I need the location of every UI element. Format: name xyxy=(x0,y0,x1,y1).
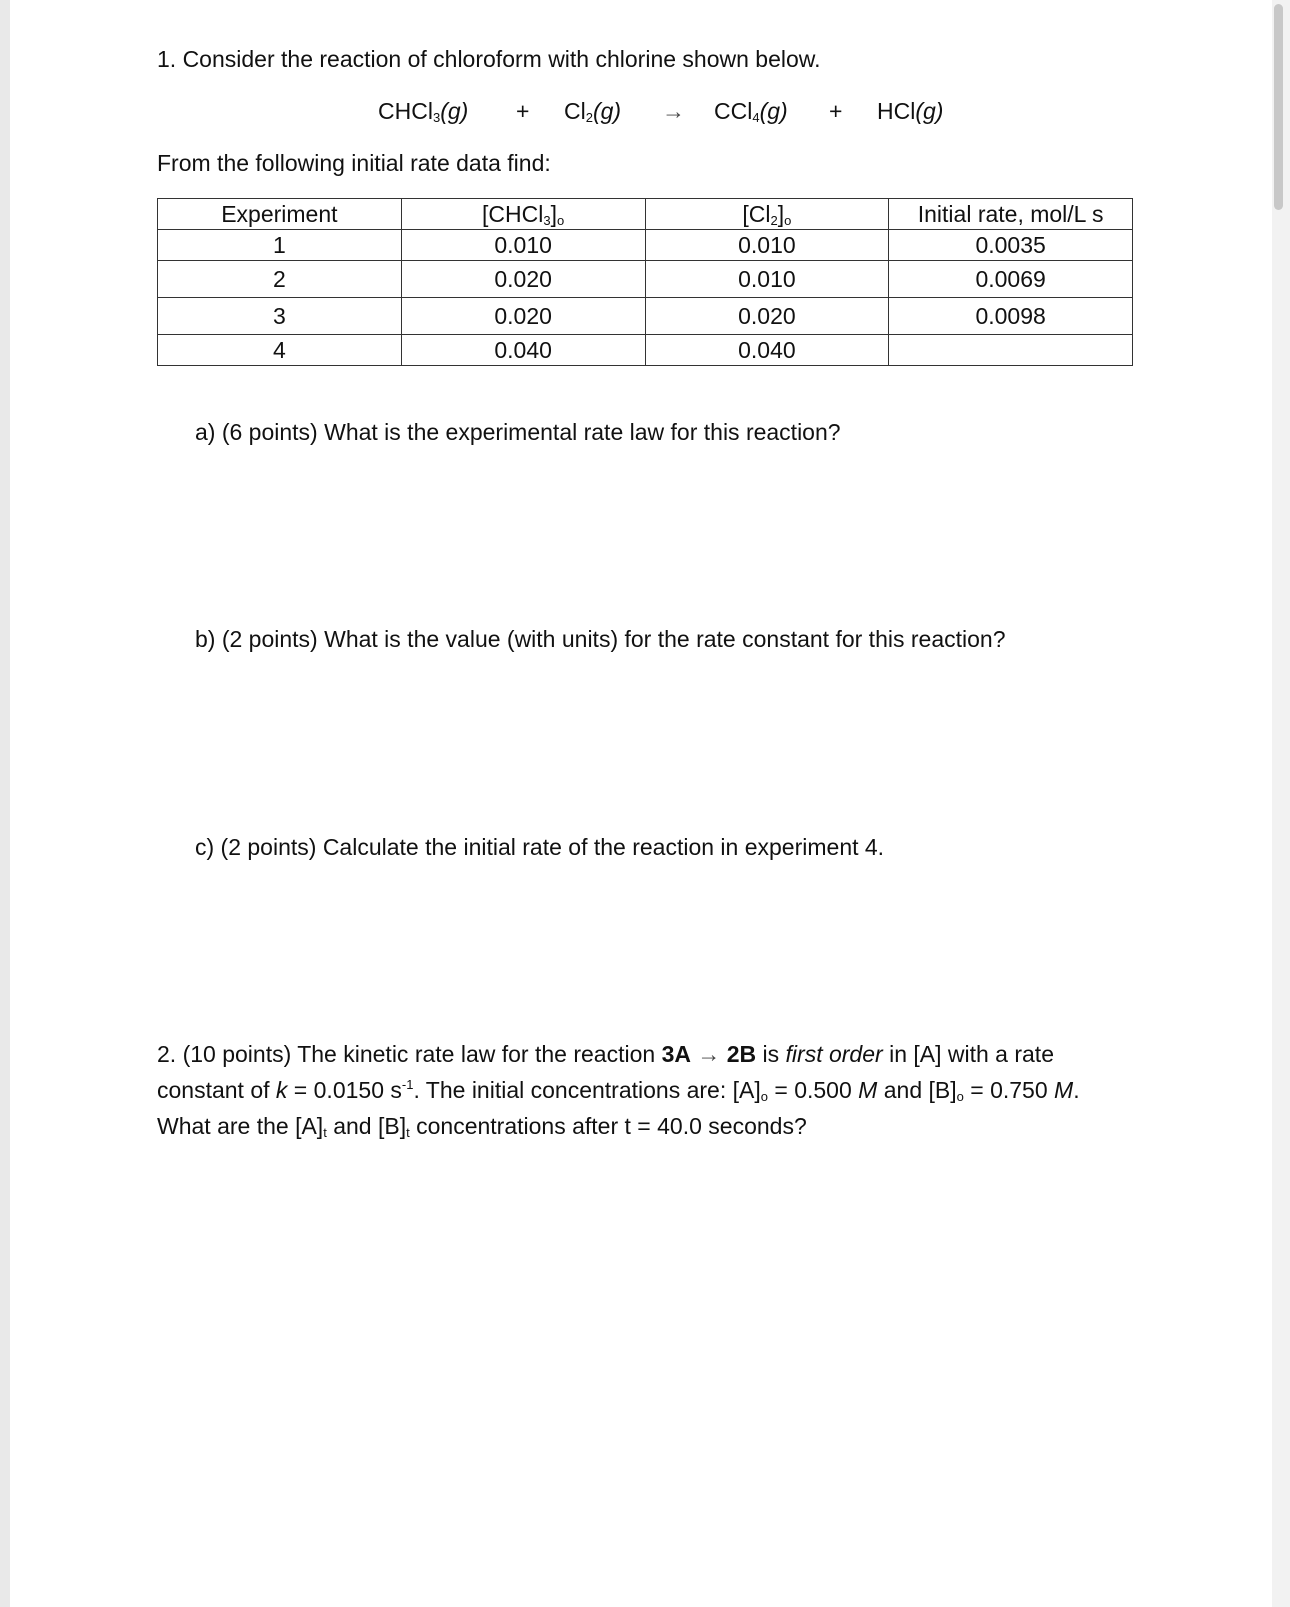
cell-chcl3: 0.010 xyxy=(401,230,645,261)
cell-experiment: 1 xyxy=(158,230,402,261)
cell-rate: 0.0069 xyxy=(889,261,1133,298)
header-cl2: $[Cl_2]_o$ xyxy=(645,199,889,230)
cell-cl2: 0.020 xyxy=(645,298,889,335)
plus-sign: + xyxy=(516,98,530,124)
part-b-question: b) (2 points) What is the value (with units) for the rate constant for this reaction? xyxy=(195,626,1006,652)
reactant-cl2: $Cl_2(g)$ xyxy=(564,98,622,125)
cell-experiment: 4 xyxy=(158,335,402,366)
product-ccl4: CCl$_4$(g) xyxy=(714,98,788,125)
reactant-chcl3: CHCl$_3$(g) xyxy=(378,98,469,125)
cell-experiment: 3 xyxy=(158,298,402,335)
table-row xyxy=(158,335,1133,366)
table-row xyxy=(158,261,1133,298)
cell-experiment: 2 xyxy=(158,261,402,298)
table-header-row xyxy=(158,199,1133,230)
product-hcl: HCl(g) xyxy=(877,98,944,124)
cell-chcl3: 0.020 xyxy=(401,298,645,335)
question-2-text: 2. (10 points) The kinetic rate law for the reaction 3A → 2B is first order in [A] with a rate constant of k = 0.0150 $s^{-1}$. The initial concentrations are: $[A]_o = 0.500$ M and $[B]_o = 0.750$ M. What are the $[A]_t$ and $[B]_t$ concentrations after t = 40.0 seconds? xyxy=(157,1041,1080,1140)
reaction-arrow: → xyxy=(662,98,685,124)
cell-cl2: 0.040 xyxy=(645,335,889,366)
cell-rate: 0.0098 xyxy=(889,298,1133,335)
scrollbar-thumb[interactable] xyxy=(1274,4,1283,210)
cell-chcl3: 0.040 xyxy=(401,335,645,366)
part-c-question: c) (2 points) Calculate the initial rate of the reaction in experiment 4. xyxy=(195,834,885,860)
question-1-intro: 1. Consider the reaction of chloroform with chlorine shown below. xyxy=(157,46,821,72)
cell-cl2: 0.010 xyxy=(645,261,889,298)
cell-rate xyxy=(889,335,1133,366)
initial-rate-table xyxy=(157,198,1133,366)
cell-rate: 0.0035 xyxy=(889,230,1133,261)
scrollbar-track[interactable] xyxy=(1272,0,1290,1607)
table-row xyxy=(158,230,1133,261)
header-experiment: Experiment xyxy=(158,199,402,230)
plus-sign: + xyxy=(829,98,843,124)
table-row xyxy=(158,298,1133,335)
cell-cl2: 0.010 xyxy=(645,230,889,261)
cell-chcl3: 0.020 xyxy=(401,261,645,298)
data-prompt: From the following initial rate data find: xyxy=(157,150,551,176)
header-rate: Initial rate, mol/L s xyxy=(889,199,1133,230)
part-a-question: a) (6 points) What is the experimental rate law for this reaction? xyxy=(195,419,841,445)
header-chcl3: $[CHCl_3]_o$ xyxy=(401,199,645,230)
